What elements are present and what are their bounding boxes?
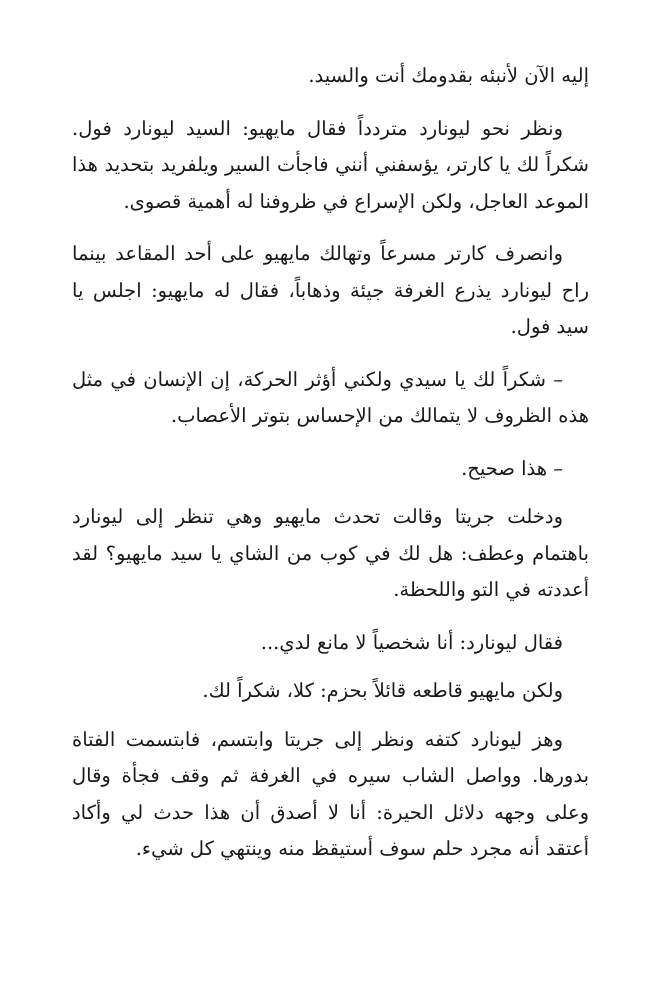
paragraph-7: فقال ليونارد: أنا شخصياً لا مانع لدي... bbox=[260, 630, 563, 654]
paragraph-3: وانصرف كارتر مسرعاً وتهالك مايهيو على أحد المقاعد بينما راح ليونارد يذرع الغرفة جيئة وذهاباً، فقال له مايهيو: اجلس يا سيد فول. bbox=[72, 242, 589, 338]
paragraph-2: ونظر نحو ليونارد متردداً فقال مايهيو: السيد ليونارد فول. شكراً لك يا كارتر، يؤسفني أنني فاجأت السير ويلفريد بتحديد هذا الموعد العاجل، ولكن الإسراع في ظروفنا له أهمية قصوى. bbox=[72, 116, 589, 213]
paragraph-8: ولكن مايهيو قاطعه قائلاً بحزم: كلا، شكراً لك. bbox=[202, 679, 563, 702]
paragraph-1: إليه الآن لأنبئه بقدومك أنت والسيد. bbox=[308, 64, 589, 87]
paragraph-6: ودخلت جريتا وقالت تحدث مايهيو وهي تنظر إلى ليونارد باهتمام وعطف: هل لك في كوب من الشاي يا سيد مايهيو؟ لقد أعددته في التو واللحظة. bbox=[72, 505, 589, 601]
paragraph-5: – هذا صحيح. bbox=[461, 456, 563, 480]
paragraph-9: وهز ليونارد كتفه ونظر إلى جريتا وابتسم، فابتسمت الفتاة بدورها. وواصل الشاب سيره في الغرفة ثم وقف فجأة وقال وعلى وجهه دلائل الحيرة: أنا لا أصدق أن هذا حدث لي وأكاد أعتقد أنه مجرد حلم سوف أستيقظ منه وينتهي كل شيء. bbox=[72, 727, 589, 860]
paragraph-4: – شكراً لك يا سيدي ولكني أؤثر الحركة، إن الإنسان في مثل هذه الظروف لا يتمالك من الإحساس بتوتر الأعصاب. bbox=[72, 367, 589, 427]
